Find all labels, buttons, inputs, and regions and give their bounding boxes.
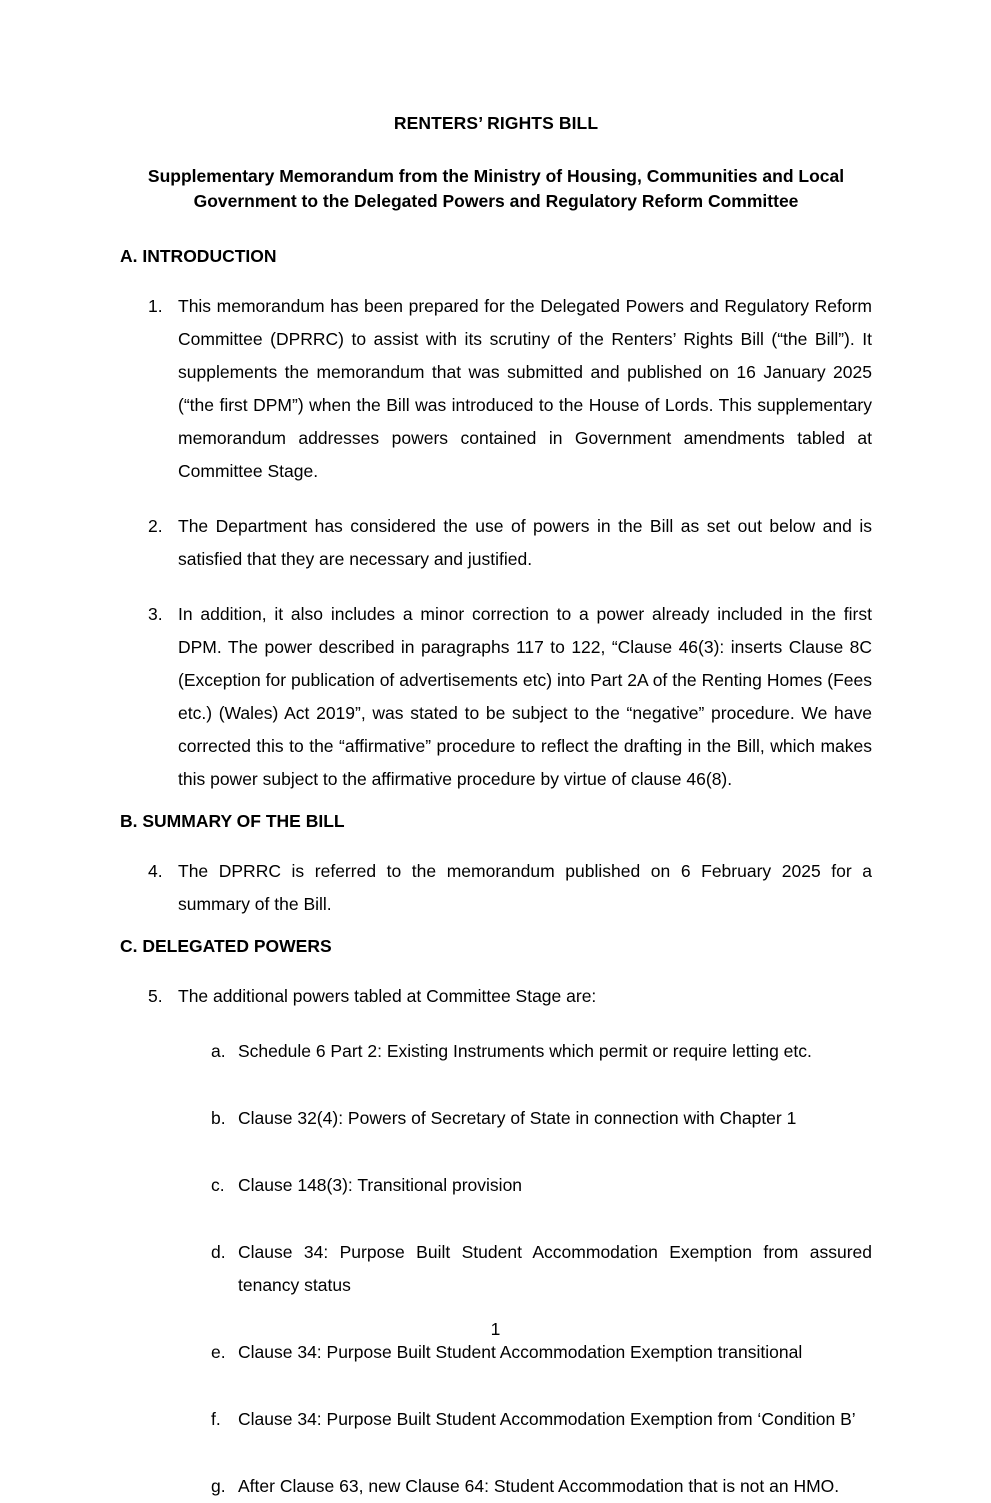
list-item-marker: g. <box>211 1476 226 1496</box>
list-item-marker: a. <box>211 1041 226 1061</box>
document-subtitle: Supplementary Memorandum from the Ministry of Housing, Communities and Local Government to the Delegated Powers and Regulatory Reform Committee <box>147 166 845 211</box>
paragraph-text: In addition, it also includes a minor correction to a power already included in the first DPM. The power described in paragraphs 117 to 122, “Clause 46(3): inserts Clause 8C (Exception for publication of advertisements etc) into Part 2A of the Renting Homes (Fees etc.) (Wales) Act 2019”, was stated to be subject to the “negative” procedure. We have corrected this to the “affirmative” procedure to reflect the drafting in the Bill, which makes this power subject to the affirmative procedure by virtue of clause 46(8). <box>178 604 872 789</box>
list-item-marker: e. <box>211 1342 226 1362</box>
list-item-text: Clause 34: Purpose Built Student Accommodation Exemption from assured tenancy status <box>238 1242 872 1295</box>
delegated-powers-paragraph-list <box>120 980 872 1013</box>
delegated-powers-item-list <box>120 1035 872 1503</box>
list-item <box>120 1236 872 1302</box>
list-item-marker: f. <box>211 1409 221 1429</box>
list-item-marker: c. <box>211 1175 225 1195</box>
list-item-marker: b. <box>211 1108 226 1128</box>
list-item-text: After Clause 63, new Clause 64: Student Accommodation that is not an HMO. <box>238 1476 840 1496</box>
paragraph-text: The DPRRC is referred to the memorandum published on 6 February 2025 for a summary of the Bill. <box>178 861 872 914</box>
list-item-text: Clause 34: Purpose Built Student Accommodation Exemption from ‘Condition B’ <box>238 1409 856 1429</box>
list-item <box>120 1035 872 1068</box>
page-title: RENTERS’ RIGHTS BILL <box>393 113 599 133</box>
section-heading-summary: B. SUMMARY OF THE BILL <box>120 811 345 831</box>
numbered-paragraph <box>120 290 872 488</box>
list-item-text: Clause 34: Purpose Built Student Accommodation Exemption transitional <box>238 1342 803 1362</box>
numbered-paragraph <box>120 510 872 576</box>
paragraph-text: The Department has considered the use of powers in the Bill as set out below and is satisfied that they are necessary and justified. <box>178 516 872 569</box>
paragraph-marker: 5. <box>148 986 163 1006</box>
paragraph-text: This memorandum has been prepared for the Delegated Powers and Regulatory Reform Committee (DPRRC) to assist with its scrutiny of the Renters’ Rights Bill (“the Bill”). It supplements the memorandum that was submitted and published on 16 January 2025 (“the first DPM”) when the Bill was introduced to the House of Lords. This supplementary memorandum addresses powers contained in Government amendments tabled at Committee Stage. <box>178 296 872 481</box>
list-item <box>120 1470 872 1503</box>
numbered-paragraph <box>120 855 872 921</box>
numbered-paragraph <box>120 980 872 1013</box>
section-spacer <box>120 796 872 809</box>
list-item-text: Schedule 6 Part 2: Existing Instruments which permit or require letting etc. <box>238 1041 812 1061</box>
list-item <box>120 1336 872 1369</box>
list-item-marker: d. <box>211 1242 226 1262</box>
paragraph-marker: 3. <box>148 604 163 624</box>
paragraph-marker: 4. <box>148 861 163 881</box>
page-number: 1 <box>490 1319 501 1339</box>
summary-paragraph-list <box>120 855 872 921</box>
section-heading-delegated-powers: C. DELEGATED POWERS <box>120 936 332 956</box>
list-item-text: Clause 148(3): Transitional provision <box>238 1175 523 1195</box>
list-item <box>120 1403 872 1436</box>
paragraph-marker: 1. <box>148 296 163 316</box>
list-item-text: Clause 32(4): Powers of Secretary of State in connection with Chapter 1 <box>238 1108 797 1128</box>
paragraph-text: The additional powers tabled at Committee Stage are: <box>178 986 597 1006</box>
document-content <box>120 112 872 1503</box>
numbered-paragraph <box>120 598 872 796</box>
section-spacer <box>120 921 872 934</box>
introduction-paragraph-list <box>120 290 872 796</box>
list-item <box>120 1169 872 1202</box>
section-heading-introduction: A. INTRODUCTION <box>120 246 277 266</box>
list-item <box>120 1102 872 1135</box>
paragraph-marker: 2. <box>148 516 163 536</box>
